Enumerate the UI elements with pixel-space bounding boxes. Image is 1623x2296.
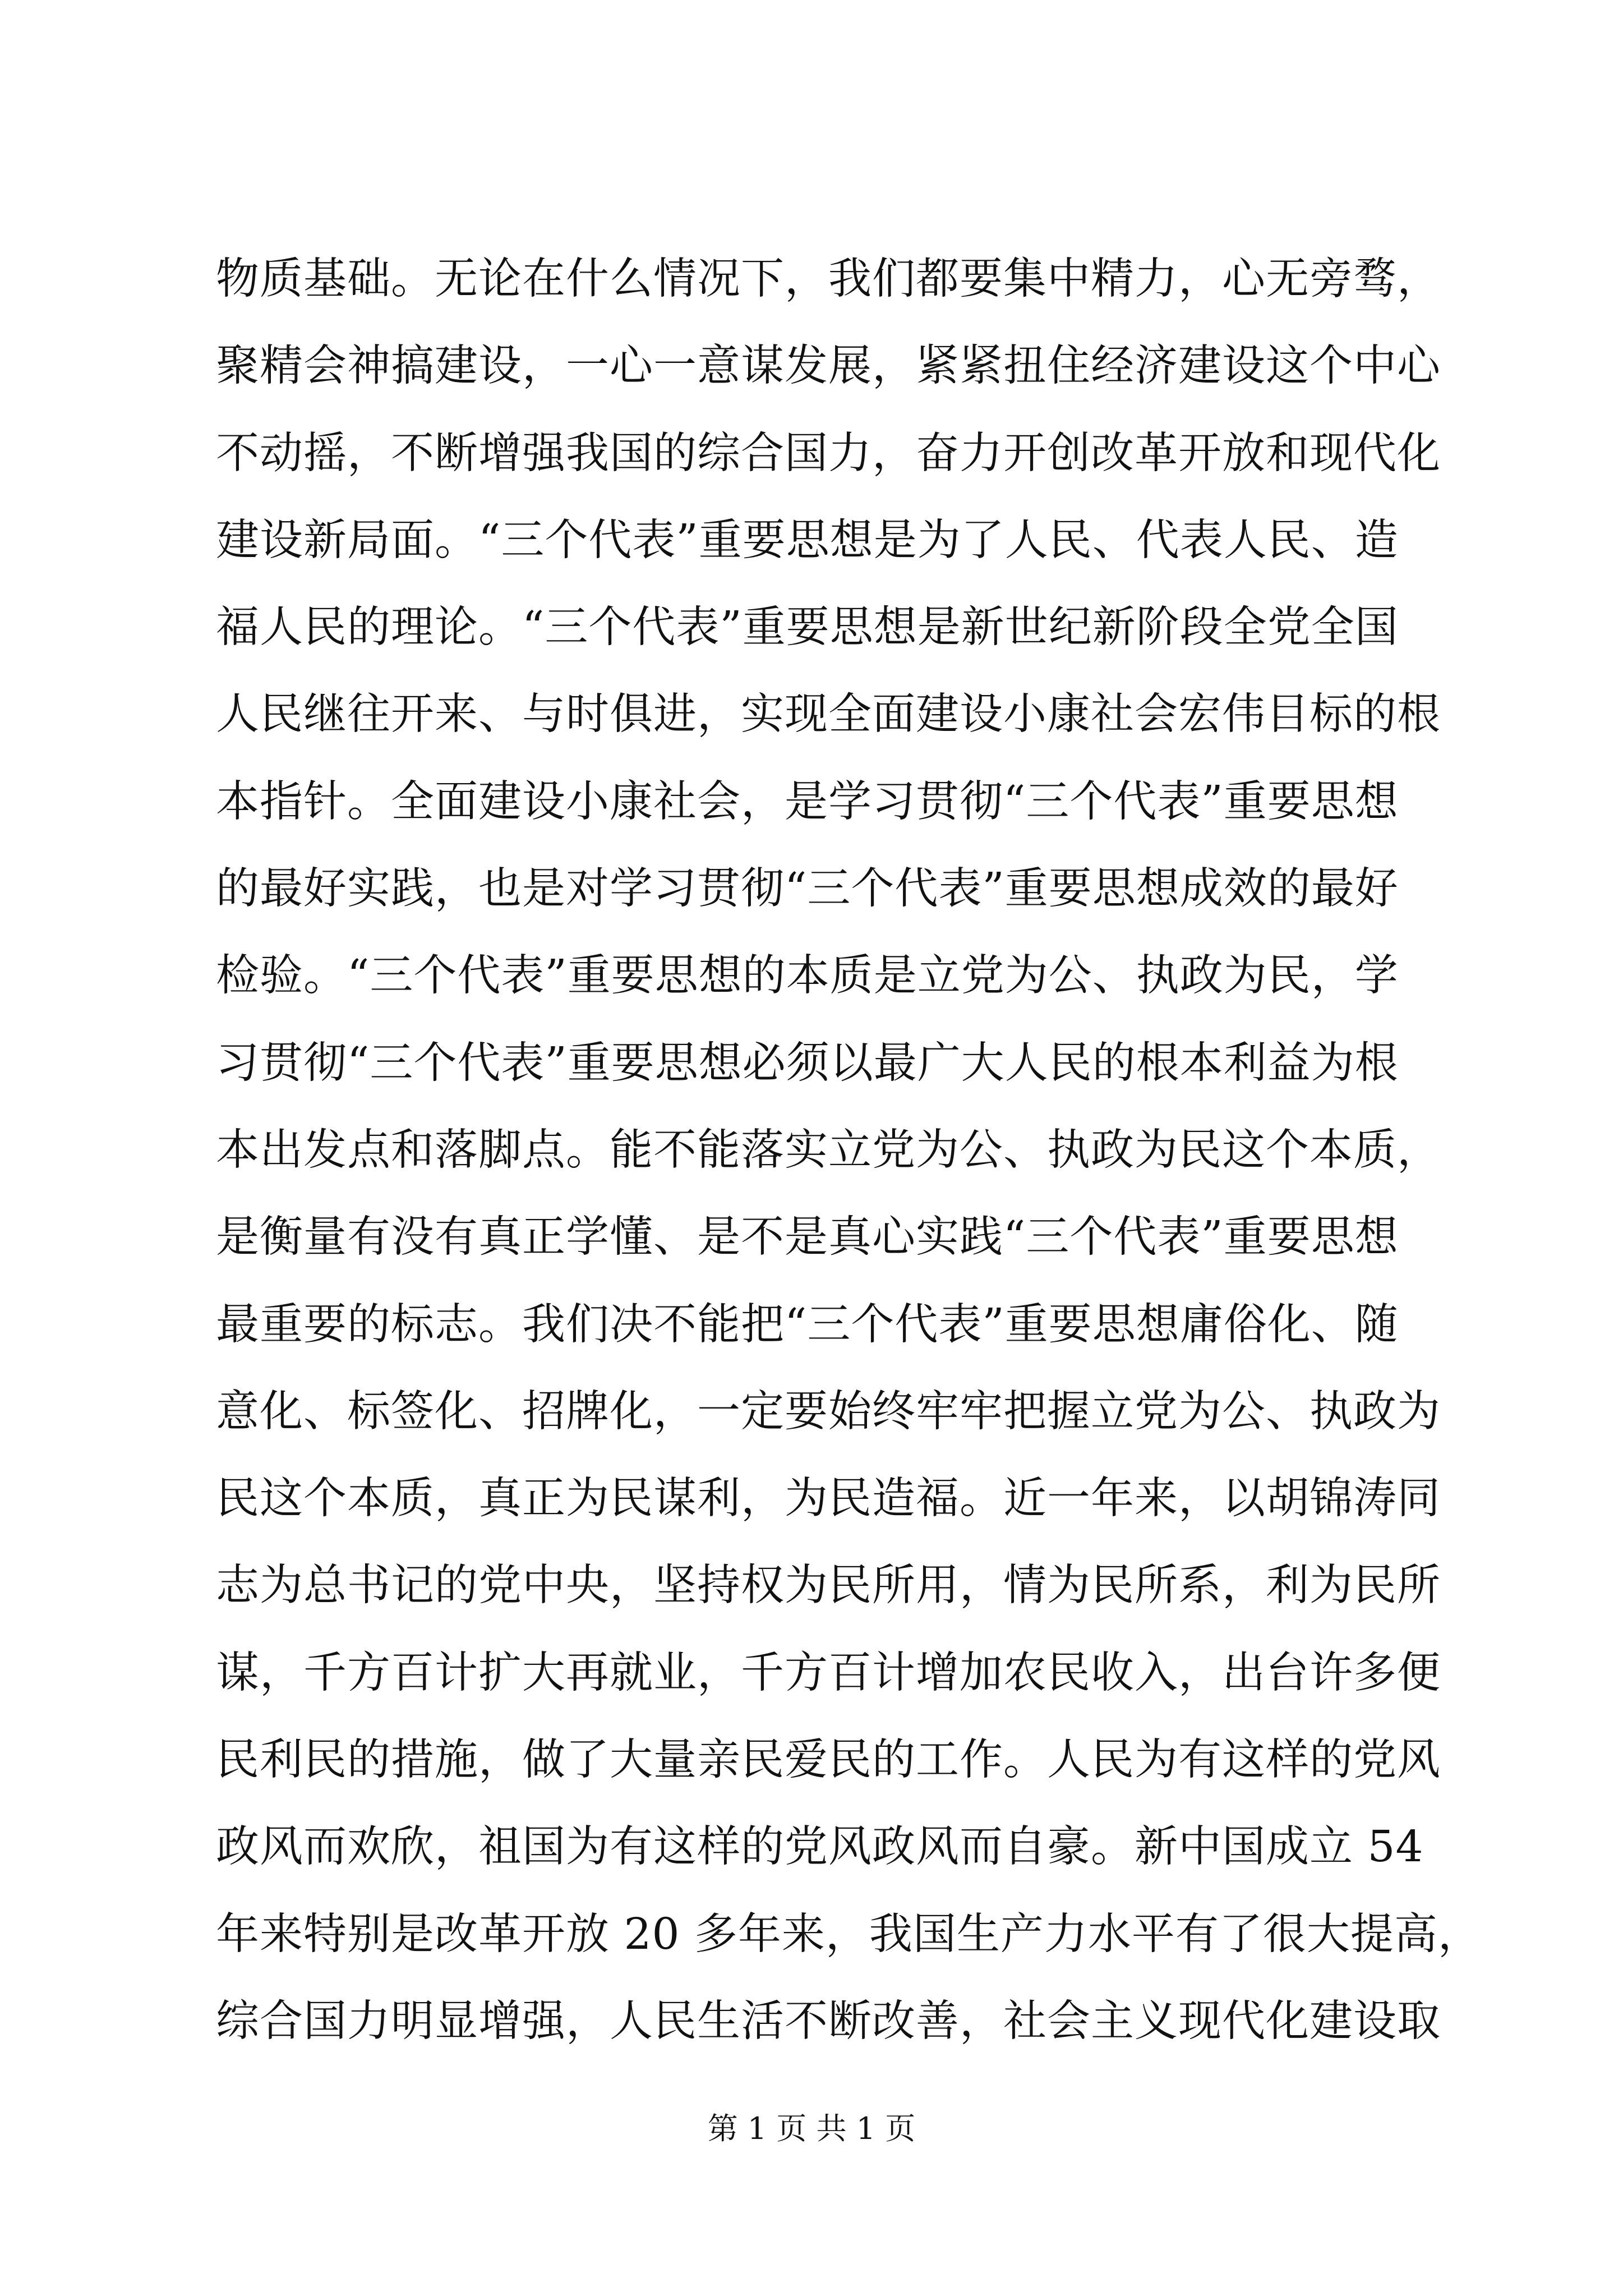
text-line: 本指针。全面建设小康社会，是学习贯彻“三个代表”重要思想 [216, 776, 1399, 827]
page-footer [0, 2106, 1623, 2151]
text-line: 最重要的标志。我们决不能把“三个代表”重要思想庸俗化、随 [216, 1299, 1399, 1350]
text-line: 年来特别是改革开放 20 多年来，我国生产力水平有了很大提高， [216, 1909, 1482, 1959]
text-line: 谋，千方百计扩大再就业，千方百计增加农民收入，出台许多便 [216, 1648, 1441, 1698]
text-line: 政风而欢欣，祖国为有这样的党风政风而自豪。新中国成立 54 [216, 1822, 1424, 1872]
text-line: 不动摇，不断增强我国的综合国力，奋力开创改革开放和现代化 [216, 428, 1441, 478]
text-line: 物质基础。无论在什么情况下，我们都要集中精力，心无旁骛， [216, 254, 1441, 304]
text-line: 习贯彻“三个代表”重要思想必须以最广大人民的根本利益为根 [216, 1038, 1399, 1088]
text-line: 志为总书记的党中央，坚持权为民所用，情为民所系，利为民所 [216, 1561, 1441, 1611]
text-line: 本出发点和落脚点。能不能落实立党为公、执政为民这个本质， [216, 1125, 1441, 1175]
text-line: 的最好实践，也是对学习贯彻“三个代表”重要思想成效的最好 [216, 864, 1399, 914]
body-text [216, 236, 1482, 2065]
text-line: 是衡量有没有真正学懂、是不是真心实践“三个代表”重要思想 [216, 1212, 1399, 1263]
text-line: 聚精会神搞建设，一心一意谋发展，紧紧扭住经济建设这个中心 [216, 341, 1441, 392]
text-line: 检验。“三个代表”重要思想的本质是立党为公、执政为民，学 [216, 951, 1399, 1001]
text-line: 意化、标签化、招牌化，一定要始终牢牢把握立党为公、执政为 [216, 1386, 1441, 1437]
text-line: 建设新局面。“三个代表”重要思想是为了人民、代表人民、造 [216, 515, 1399, 565]
text-line: 综合国力明显增强，人民生活不断改善，社会主义现代化建设取 [216, 1996, 1441, 2046]
page-number-label: 第 1 页 共 1 页 [707, 2111, 916, 2146]
text-line: 民利民的措施，做了大量亲民爱民的工作。人民为有这样的党风 [216, 1735, 1441, 1786]
text-line: 福人民的理论。“三个代表”重要思想是新世纪新阶段全党全国 [216, 602, 1399, 653]
text-line: 人民继往开来、与时俱进，实现全面建设小康社会宏伟目标的根 [216, 689, 1441, 740]
text-line: 民这个本质，真正为民谋利，为民造福。近一年来，以胡锦涛同 [216, 1474, 1441, 1524]
